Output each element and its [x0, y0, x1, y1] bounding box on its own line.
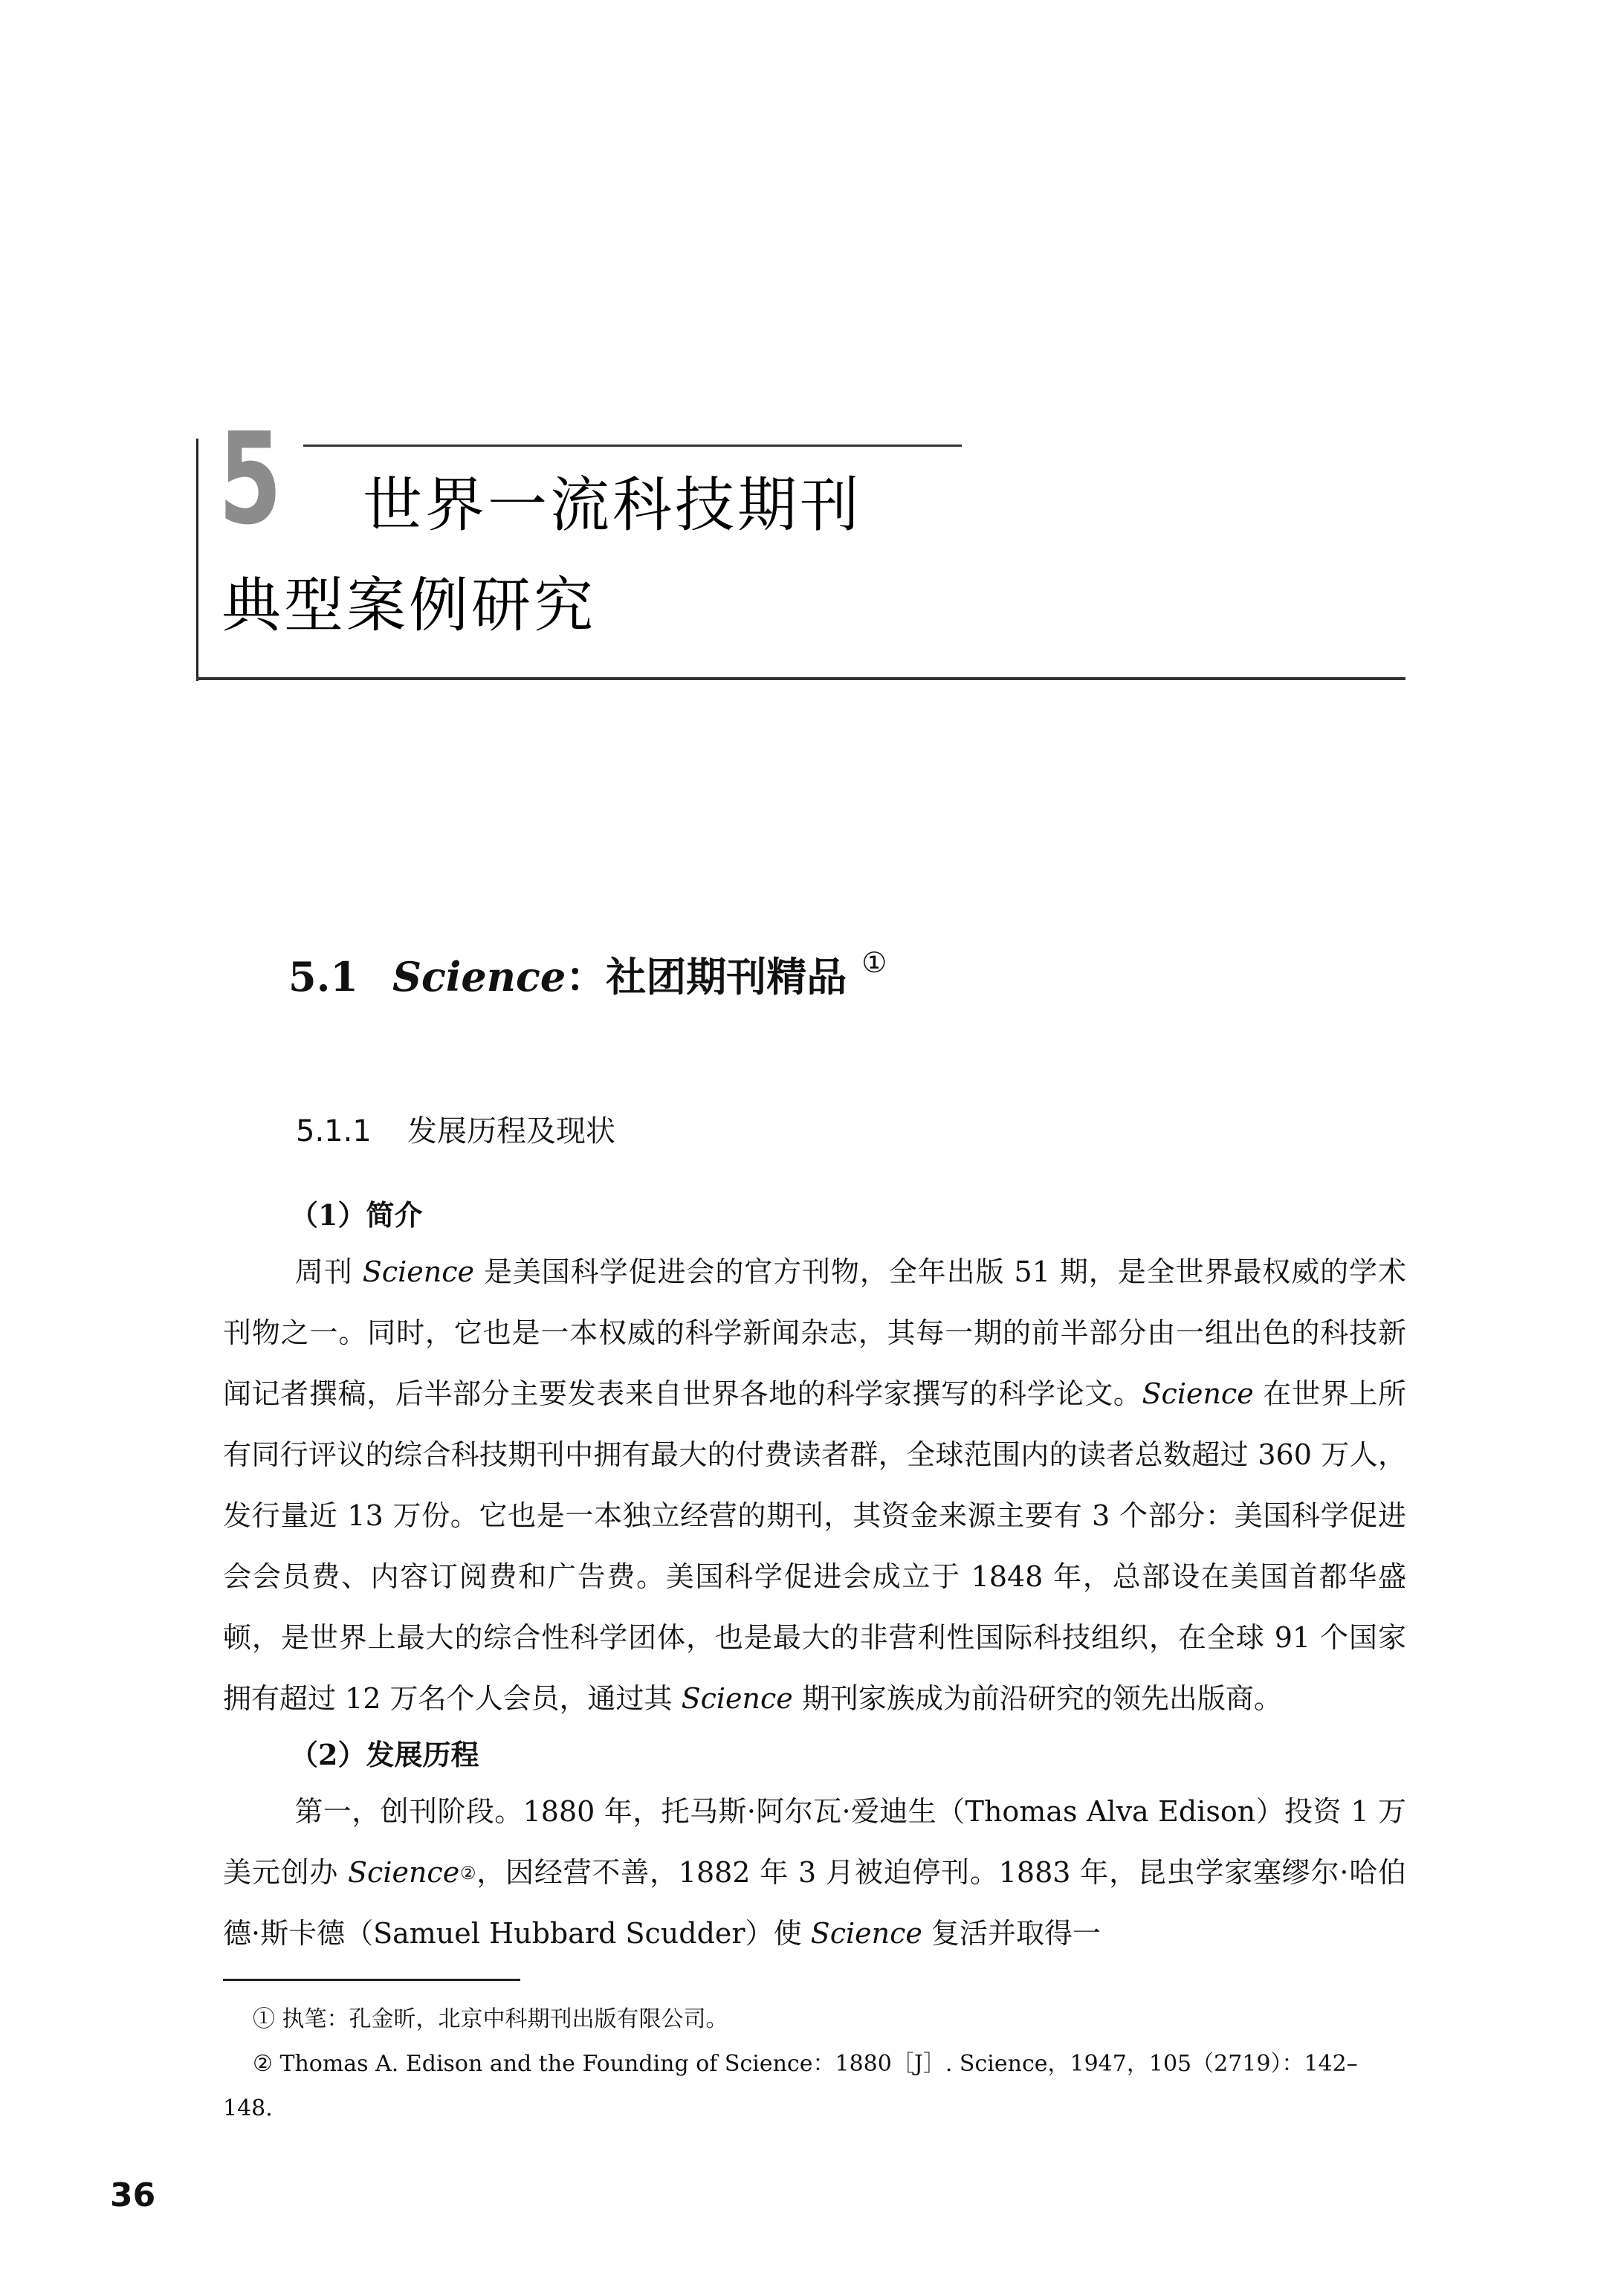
text-run: 复活并取得一: [922, 1917, 1101, 1950]
journal-name: Science: [348, 1856, 460, 1889]
chapter-frame-bottom-rule: [196, 677, 1405, 680]
paragraph-history: [223, 1781, 1406, 1964]
text-run: 期刊家族成为前沿研究的领先出版商。: [792, 1682, 1282, 1715]
section-number: 5.1: [288, 953, 358, 1001]
chapter-title-line-2: 典型案例研究: [221, 571, 596, 640]
footnotes: [223, 1979, 1406, 2131]
chapter-number: 5: [219, 406, 282, 553]
footnote-ref-1[interactable]: ①: [861, 946, 887, 979]
subsection-heading: [296, 1115, 615, 1148]
heading-intro: （1）简介: [290, 1198, 423, 1232]
heading-history: （2）发展历程: [290, 1738, 479, 1771]
footnote-mark: ①: [253, 2006, 275, 2032]
footnote-separator: [223, 1979, 520, 1981]
section-title: ：社团期刊精品: [566, 953, 847, 1001]
text-run: 在世界上所有同行评议的综合科技期刊中拥有最大的付费读者群，全球范围内的读者总数超过 360 万人，发行量近 13 万份。它也是一本独立经营的期刊，其资金来源主要有 3 个部分：美国科学促进会会员费、内容订阅费和广告费。美国科学促进会成立于 1848 年，总部设在美国首都华盛顿，是世界上最大的综合性科学团体，也是最大的非营利性国际科技组织，在全球 91 个国家拥有超过 12 万名个人会员，通过其: [223, 1377, 1406, 1715]
page-number: 36: [110, 2176, 156, 2214]
journal-name: Science: [681, 1682, 793, 1715]
text-run: 第一，创刊阶段。1880 年，托马斯·阿尔瓦·爱迪生（Thomas Alva Edison）投资 1 万美元创办: [223, 1795, 1406, 1889]
footnote-text: Thomas A. Edison and the Founding of Science：1880［J］. Science，1947，105（2719）：142–148.: [223, 2051, 1358, 2121]
footnote-ref-2[interactable]: ②: [459, 1863, 477, 1884]
body-text: [223, 1189, 1406, 1964]
subsection-title: 发展历程及现状: [407, 1114, 615, 1148]
section-title-journal: Science: [392, 953, 566, 1001]
footnote-1: [223, 1997, 1406, 2042]
text-run: ，因经营不善，1882 年 3 月被迫停刊。1883 年，昆虫学家塞缪尔·哈伯德·斯卡德（Samuel Hubbard Scudder）使: [223, 1856, 1406, 1950]
paragraph-intro: [223, 1241, 1406, 1729]
section-heading: [288, 946, 887, 1001]
journal-name: Science: [810, 1917, 922, 1950]
journal-name: Science: [1142, 1377, 1254, 1410]
footnote-2: [223, 2042, 1406, 2131]
subsection-number: 5.1.1: [296, 1114, 372, 1148]
journal-name: Science: [362, 1255, 474, 1288]
text-run: 是美国科学促进会的官方刊物，全年出版 51 期，是全世界最权威的学术刊物之一。同时，它也是一本权威的科学新闻杂志，其每一期的前半部分由一组出色的科技新闻记者撰稿，后半部分主要发表来自世界各地的科学家撰写的科学论文。: [223, 1255, 1406, 1410]
text-run: 周刊: [294, 1255, 363, 1288]
chapter-title-line-1: 世界一流科技期刊: [363, 471, 862, 540]
footnote-mark: ②: [253, 2051, 273, 2077]
chapter-frame-vertical-rule: [196, 439, 198, 681]
footnote-text: 执笔：孔金昕，北京中科期刊出版有限公司。: [275, 2006, 728, 2032]
chapter-frame-top-rule: [303, 445, 962, 447]
